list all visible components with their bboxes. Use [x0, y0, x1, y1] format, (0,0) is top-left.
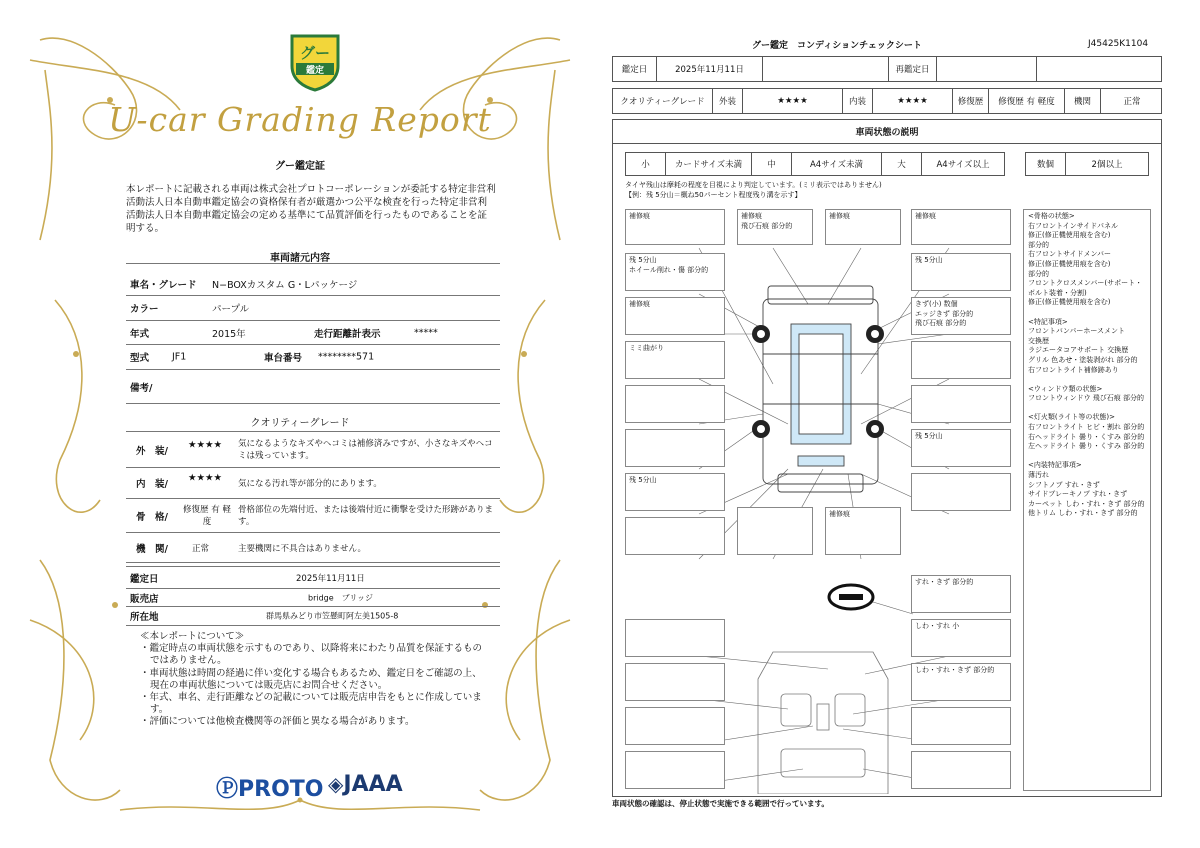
damage-box-r5: 残 5分山 [911, 429, 1011, 467]
repair-value: 修復歴 有 軽度 [989, 89, 1065, 113]
damage-box-r4 [911, 385, 1011, 423]
legend-key: 小 [626, 153, 666, 175]
engine-value: 正常 [1123, 97, 1141, 107]
quality-heading: クオリティーグレード [250, 418, 350, 429]
side-note-line: グリル 色あせ・塗装剥がれ 部分的 [1028, 355, 1138, 364]
side-note-line [1028, 375, 1146, 385]
shop-row [126, 589, 500, 607]
goo-kantei-badge [286, 32, 344, 92]
side-note-line: <骨格の状態> [1028, 212, 1075, 220]
spec-row-color [126, 296, 500, 321]
legend-value: A4サイズ以上 [936, 160, 990, 170]
ext-stars: ★★★★ [743, 89, 843, 113]
damage-box-b2: 補修痕 飛び石痕 部分的 [737, 209, 813, 245]
spec-label: 型式 [130, 353, 150, 364]
interior-box-2: しわ・すれ 小 [911, 619, 1011, 657]
side-note-line: <内装特記事項> [1028, 461, 1082, 470]
spec-label: 備考/ [130, 383, 153, 394]
damage-box-r6 [911, 473, 1011, 511]
note-item: ・評価については他検査機関等の評価と異なる場合があります。 [140, 716, 415, 728]
tire-note: タイヤ残山は摩耗の程度を目視により判定しています。(ミリ表示ではありません) [625, 181, 882, 189]
quality-stars: ★★★★ [188, 472, 223, 484]
side-notes-list [1028, 212, 1146, 519]
quality-row-engine [126, 533, 500, 563]
damage-box-b1: 補修痕 [625, 209, 725, 245]
interior-box-3: しわ・すれ・きず 部分的 [911, 663, 1011, 701]
spec-label: 車名・グレード [130, 279, 197, 291]
proto-icon: Ⓟ [216, 777, 239, 802]
date-label: 鑑定日 [130, 573, 159, 585]
legend-key: 大 [882, 153, 922, 175]
spec-label: カラー [130, 304, 159, 315]
doc-id: J45425K1104 [1088, 39, 1149, 49]
interior-box-l1 [625, 619, 725, 657]
quality-text: 主要機関に不具合はありません。 [238, 543, 367, 554]
side-note-line: <特記事項> [1028, 317, 1068, 326]
damage-box-bot3: 補修痕 [825, 507, 901, 555]
shop-value: bridge ブリッジ [308, 593, 374, 602]
badge-text: 鑑定 [305, 66, 325, 76]
engine-label: 機関 [1065, 89, 1101, 113]
damage-box-r2: きず(小) 数個 エッジきず 部分的 飛び石痕 部分的 [911, 297, 1011, 335]
side-note-line: 交換歴 [1028, 336, 1049, 345]
interior-box-5 [911, 751, 1011, 789]
tire-note-example: 【例：残 5分山＝概ね50パーセント程度残り溝を示す】 [625, 191, 802, 199]
empty-cell [763, 57, 889, 81]
damage-box-bot2 [737, 507, 813, 555]
car-top-view [763, 286, 878, 492]
side-note-line: 他トリム しわ・すれ・きず 部分的 [1028, 509, 1138, 518]
damage-box-l1: 残 5分山 ホイール削れ・傷 部分的 [625, 253, 725, 291]
damage-box-l7 [625, 517, 725, 555]
side-note-line: サイドブレーキノブ すれ・きず [1028, 490, 1128, 499]
spec-value: ********571 [318, 351, 375, 363]
side-note-line: 右フロントサイドメンバー [1028, 250, 1111, 259]
count-value: 2個以上 [1091, 160, 1123, 170]
interior-box-l2 [625, 663, 725, 701]
quality-row-interior [126, 468, 500, 499]
side-note-line: フロントクロスメンバー(サポート・ボルト装着・分割) [1028, 279, 1143, 297]
interior-box-l3 [625, 707, 725, 745]
address-row [126, 607, 500, 626]
quality-text: 骨格部位の先端付近、または後端付近に衝撃を受けた形跡があります。 [238, 504, 494, 527]
legend-value: カードサイズ未満 [666, 153, 752, 175]
side-note-line: シフトノブ すれ・きず [1028, 480, 1100, 489]
side-note-line: <灯火類(ライト等の状態)> [1028, 413, 1115, 422]
spec-label: 走行距離計表示 [314, 328, 381, 340]
date-value: 2025年11月11日 [657, 57, 763, 81]
side-note-line: ラジエータコアサポート 交換歴 [1028, 346, 1129, 355]
grade-row [612, 88, 1162, 114]
quality-label: 骨 格/ [136, 511, 168, 523]
spec-label: 車台番号 [264, 353, 303, 364]
side-note-line: 修正(修正機使用痕を含む) [1028, 298, 1111, 307]
side-note-line: カーペット しわ・すれ・きず 部分的 [1028, 499, 1145, 508]
report-notes [140, 631, 490, 729]
spec-row-name [126, 272, 500, 296]
side-note-line: 薄汚れ [1028, 471, 1049, 480]
interior-box-l4 [625, 751, 725, 789]
sheet-title: グー鑑定 コンディションチェックシート [752, 41, 922, 51]
damage-box-l5 [625, 429, 725, 467]
size-legend [625, 152, 1005, 176]
state-panel [612, 119, 1162, 797]
spec-value: パープル [212, 304, 250, 315]
damage-box-l4 [625, 385, 725, 423]
report-title: U-car Grading Report [108, 100, 492, 139]
side-note-line: 右フロントライト ヒビ・割れ 部分的 [1028, 423, 1145, 432]
spec-row-remarks [126, 370, 500, 404]
damage-box-r1: 残 5分山 [911, 253, 1011, 291]
side-note-line: 右ヘッドライト 曇り・くすみ 部分的 [1028, 432, 1145, 441]
int-label: 内装 [843, 89, 873, 113]
state-title: 車両状態の説明 [613, 120, 1161, 144]
note-item: ・車両状態は時間の経過に伴い変化する場合もあるため、鑑定日をご確認の上、現在の車両状態については販売店にお問合せください。 [140, 667, 482, 691]
spec-value: ***** [414, 327, 438, 338]
legend-key: 中 [752, 153, 792, 175]
spec-label: 年式 [130, 328, 150, 340]
spec-heading: 車両諸元内容 [270, 253, 330, 264]
side-note-line: 修正(修正機使用痕を含む) [1028, 231, 1111, 240]
repair-label: 修復歴 [953, 89, 989, 113]
ext-label: 外装 [713, 89, 743, 113]
side-note-line: 部分的 [1028, 269, 1049, 278]
damage-box-l6: 残 5分山 [625, 473, 725, 511]
side-note-line: 左ヘッドライト 曇り・くすみ 部分的 [1028, 442, 1145, 451]
side-note-line: 修正(修正機使用痕を含む) [1028, 259, 1111, 268]
cert-text: 本レポートに記載される車両は株式会社プロトコーポレーションが委託する特定非営利活動法人日本自動車鑑定協会の資格保有者が厳選かつ公平な検査を行った特定非営利活動法人日本自動車鑑定協会の定める基準にて品質評価を行ったものであることを証明する。 [126, 184, 496, 234]
note-item: ・鑑定時点の車両状態を示すものであり、以降将来にわたり品質を保証するものではありません。 [140, 643, 483, 667]
quality-text: 気になる汚れ等が部分的にあります。 [238, 479, 382, 489]
quality-stars: ★★★★ [188, 439, 223, 451]
redate-label: 再鑑定日 [889, 57, 937, 81]
date-row [126, 567, 500, 589]
condition-check-sheet [600, 0, 1200, 848]
jaaa-icon: ◈ [328, 772, 344, 796]
spec-row-year [126, 321, 500, 345]
damage-box-r3 [911, 341, 1011, 379]
quality-row-exterior [126, 432, 500, 468]
quality-label: 内 装/ [136, 479, 168, 490]
badge-logo: グー [299, 44, 331, 62]
quality-label: 機 関/ [136, 543, 168, 555]
side-note-line: フロントウィンドウ 飛び石痕 部分的 [1028, 394, 1145, 403]
shop-label: 販売店 [130, 593, 159, 605]
date-value: 2025年11月11日 [296, 573, 365, 584]
count-legend [1025, 152, 1149, 176]
side-note-line [1028, 452, 1146, 462]
interior-box-1: すれ・きず 部分的 [911, 575, 1011, 613]
count-label: 数個 [1026, 153, 1066, 175]
spec-row-model [126, 345, 500, 370]
steering-wheel-icon [829, 585, 873, 609]
cert-heading: グー鑑定証 [275, 161, 325, 172]
quality-text: 気になるようなキズやヘコミは補修済みですが、小さなキズやヘコミは残っています。 [238, 438, 493, 461]
quality-value: 正常 [192, 543, 210, 554]
spec-value: 2015年 [212, 328, 246, 340]
side-note-line [1028, 308, 1146, 318]
note-item: ・年式、車名、走行距離などの記載については販売店申告をもとに作成しています。 [140, 692, 482, 716]
damage-box-b3: 補修痕 [825, 209, 901, 245]
spec-value: N−BOXカスタム G・Lパッケージ [212, 279, 358, 291]
jaaa-logo: ◈JAAA [328, 772, 403, 797]
redate-value [937, 57, 1037, 81]
notes-title: ≪本レポートについて≫ [140, 631, 245, 642]
divider [126, 263, 500, 264]
proto-logo: ⓅPROTO [216, 777, 324, 802]
side-note-line: 右フロントインサイドパネル [1028, 221, 1119, 230]
interior-box-4 [911, 707, 1011, 745]
side-note-line: <ウィンドウ類の状態> [1028, 384, 1103, 393]
qg-label: クオリティーグレード [613, 89, 713, 113]
damage-box-l3: ミミ曲がり [625, 341, 725, 379]
int-stars: ★★★★ [873, 89, 953, 113]
date-label: 鑑定日 [613, 57, 657, 81]
side-note-line: 部分的 [1028, 240, 1049, 249]
legend-value: A4サイズ未満 [792, 153, 882, 175]
damage-box-b4: 補修痕 [911, 209, 1011, 245]
side-notes [1023, 209, 1151, 791]
quality-value: 修復歴 有 軽度 [183, 504, 231, 527]
date-row [612, 56, 1162, 82]
quality-label: 外 装/ [136, 445, 168, 457]
address-value: 群馬県みどり市笠懸町阿左美1505-8 [266, 611, 399, 621]
spec-value: JF1 [172, 351, 187, 363]
side-note-line: 右フロントライト補修跡あり [1028, 365, 1119, 374]
quality-row-frame [126, 499, 500, 533]
damage-box-l2: 補修痕 [625, 297, 725, 335]
side-note-line: フロントバンパーホースメント [1028, 327, 1126, 336]
footer-note: 車両状態の確認は、停止状態で実施できる範囲で行っています。 [612, 799, 829, 808]
address-label: 所在地 [130, 612, 159, 623]
